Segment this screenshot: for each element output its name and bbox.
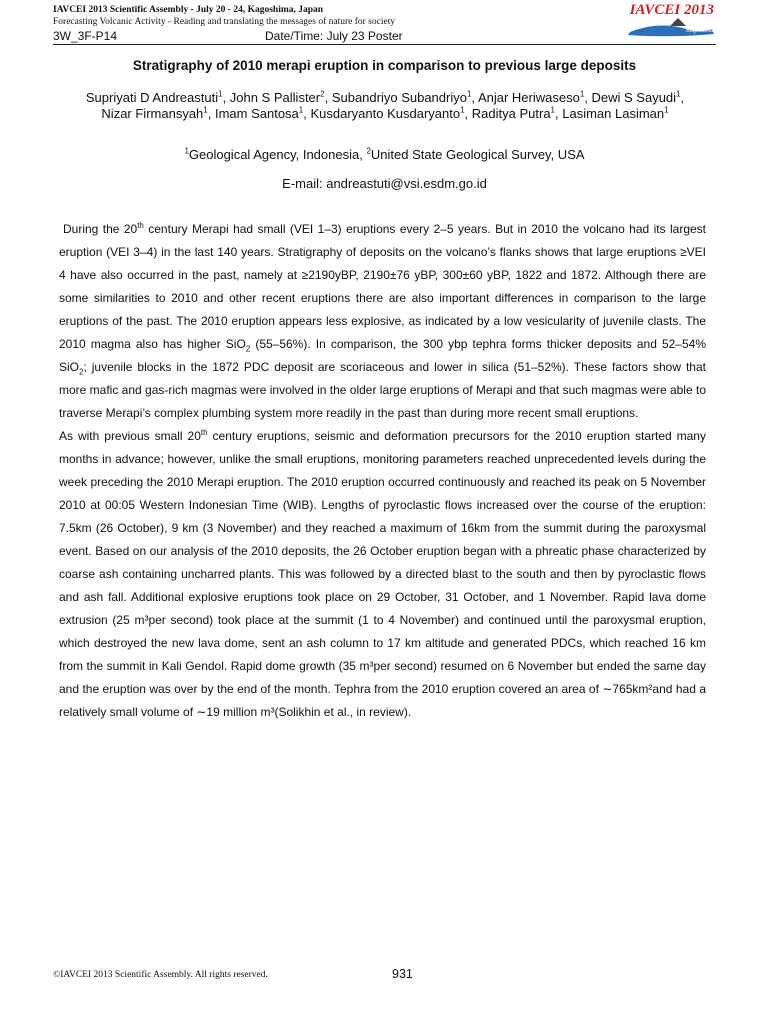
header-session-line xyxy=(53,29,403,43)
author-affiliation-number: 1 xyxy=(466,89,472,99)
author-affiliation-number: 1 xyxy=(203,105,208,115)
author-affiliation-number: 1 xyxy=(460,105,465,115)
text-run: 2 xyxy=(245,344,251,354)
author-name: John S Pallister xyxy=(229,90,321,105)
contact-email: E-mail: andreastuti@vsi.esdm.go.id xyxy=(282,176,487,191)
volcano-logo-icon xyxy=(600,2,720,38)
author-name: Kusdaryanto Kusdaryanto xyxy=(310,106,461,121)
aff1-text: Geological Agency, Indonesia, xyxy=(188,147,367,162)
text-run: century eruptions, seismic and deformation precursors for the 2010 eruption started many months in advance; however, unlike the small eruptions, monitoring parameters reached unprecedented levels during the week preceding the 2010 Merapi eruption. The 2010 eruption occurred continuously and reached its peak on 5 November 2010 at 00:05 Western Indonesian Time (WIB). Lengths of pyroclastic flows increased over the course of the eruption: 7.5km (26 October), 9 km (3 November) and they reached a maximum of 16km from the summit during the paroxysmal event. Based on our analysis of the 2010 deposits, the 26 October eruption began with a phreatic phase characterized by coarse ash containing uncharred plants. This was followed by a directed blast to the south and then by pyroclastic flows and ash fall. Additional explosive eruptions took place on 29 October, 31 October, and 1 November. Rapid lava dome extrusion (25 m³per second) took place at the summit (1 to 4 November) and continued until the paroxysmal eruption, which destroyed the new lava dome, sent an ash column to 17 km altitude and generated PDCs, which reached 16 km from the summit in Kali Gendol. Rapid dome growth (35 m³per second) resumed on 6 November but ended the same day and the eruption was over by the end of the month. Tephra from the 2010 eruption covered an area of ∼765km²and had a relatively small volume of ∼19 million m³(Solikhin et al., in review). xyxy=(59,429,706,719)
author-affiliation-number: 1 xyxy=(579,89,585,99)
paragraph-1 xyxy=(59,218,706,425)
header-divider xyxy=(53,44,716,45)
text-run: 2 xyxy=(79,367,84,377)
author-affiliation-number: 1 xyxy=(298,105,304,115)
header-theme-line: Forecasting Volcanic Activity - Reading and translating the messages of nature for society xyxy=(53,17,396,27)
footer-copyright: ©IAVCEI 2013 Scientific Assembly. All rights reserved. xyxy=(53,970,268,980)
text-run: th xyxy=(200,428,208,437)
author-name: Lasiman Lasiman xyxy=(562,106,665,121)
text-run: As with previous small 20 xyxy=(59,429,201,443)
author-list: Supriyati D Andreastuti$^1$, John S Pallister$^2$, Subandriyo Subandriyo$^1$, Anjar Heriwaseso$^1$, Dewi S Sayudi$^1$, Nizar Firmansyah$^1$, Imam Santosa$^1$, Kusdaryanto Kusdaryanto$^1$, Raditya Putra$^1$, Lasiman Lasiman$^1$ xyxy=(85,89,685,121)
author-affiliation-number: 1 xyxy=(676,89,681,99)
aff1-number: 1 xyxy=(184,146,189,156)
author-name: Nizar Firmansyah xyxy=(101,106,204,121)
logo-text: IAVCEI 2013 xyxy=(629,2,714,18)
author-name: Raditya Putra xyxy=(471,106,551,121)
iavcei-logo xyxy=(600,2,720,38)
aff2-number: 2 xyxy=(366,146,371,156)
text-run: th xyxy=(137,221,144,230)
aff2-text: United State Geological Survey, USA xyxy=(370,147,585,162)
logo-subtext: Kagoshima xyxy=(686,28,714,34)
paragraph-2 xyxy=(59,425,706,724)
affiliations xyxy=(53,147,716,162)
text-run: ; juvenile blocks in the 1872 PDC deposit are scoriaceous and lower in silica (51–52%). These factors show that more mafic and gas-rich magmas were involved in the older large eruptions of Merapi and that such magmas were able to traverse Merapi’s complex plumbing system more readily in the past than during more recent small eruptions. xyxy=(59,360,706,420)
author-affiliation-number: 2 xyxy=(320,89,325,99)
author-affiliation-number: 1 xyxy=(218,89,223,99)
author-name: Supriyati D Andreastuti xyxy=(85,90,219,105)
author-name: Anjar Heriwaseso xyxy=(477,90,580,105)
text-run: During the 20 xyxy=(63,222,138,236)
author-affiliation-number: 1 xyxy=(664,105,669,115)
date-time: Date/Time: July 23 Poster xyxy=(265,29,403,43)
abstract-code: 3W_3F-P14 xyxy=(53,29,118,43)
author-name: Subandriyo Subandriyo xyxy=(331,90,467,105)
author-affiliation-number: 1 xyxy=(550,105,555,115)
author-name: Dewi S Sayudi xyxy=(591,90,677,105)
text-run: (55–56%). In comparison, the 300 ybp tephra forms thicker deposits and 52–54% SiO xyxy=(59,337,707,374)
text-run: century Merapi had small (VEI 1–3) eruptions every 2–5 years. But in 2010 the volcano had its largest eruption (VEI 3–4) in the last 140 years. Stratigraphy of deposits on the volcano’s flanks shows that large eruptions ≥VEI 4 have also occurred in the past, namely at ≥2190yBP, 2190±76 yBP, 300±60 yBP, 1822 and 1872. Although there are some similarities to 2010 and other recent eruptions there are also important differences in comparison to the large eruptions of the past. The 2010 eruption appears less explosive, as indicated by a low vesicularity of juvenile clasts. The 2010 magma also has higher SiO xyxy=(59,222,706,351)
author-name: Imam Santosa xyxy=(214,106,299,121)
page-number: 931 xyxy=(392,967,413,981)
header-conference-line: IAVCEI 2013 Scientific Assembly - July 20 - 24, Kagoshima, Japan xyxy=(53,5,324,15)
paper-title: Stratigraphy of 2010 merapi eruption in comparison to previous large deposits xyxy=(132,58,637,73)
abstract-body xyxy=(59,218,706,724)
